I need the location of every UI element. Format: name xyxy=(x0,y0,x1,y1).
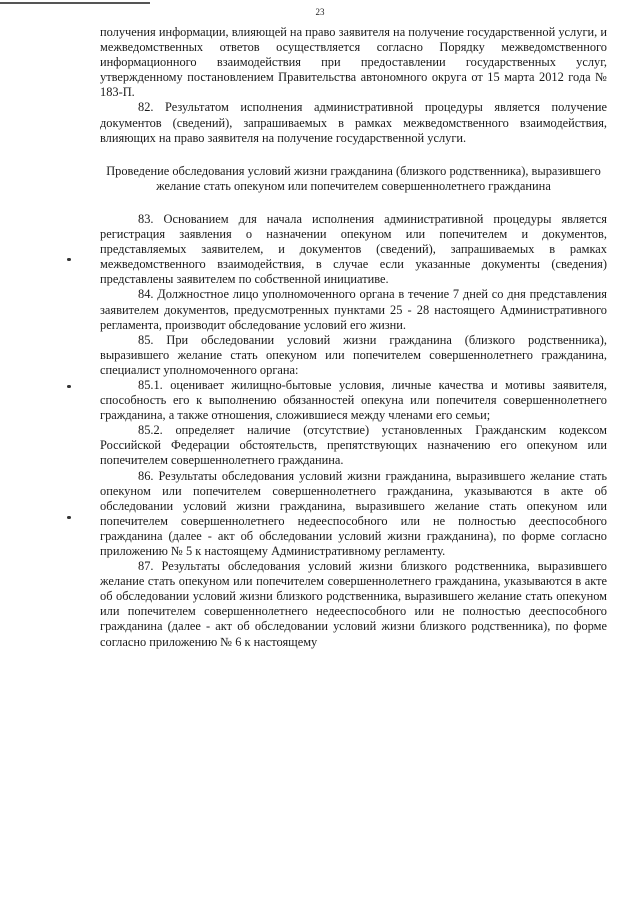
page-number: 23 xyxy=(315,7,325,17)
paragraph-82: 82. Результатом исполнения административной процедуры является получение документов (сведений), запрашиваемых в рамках межведомственного взаимодействия, влияющих на право заявителя на получение государственной услуги. xyxy=(100,100,607,145)
paragraph-84: 84. Должностное лицо уполномоченного органа в течение 7 дней со дня представления заявителем документов, предусмотренных пунктами 25 - 28 настоящего Административного регламента, производит обследование условий его жизни. xyxy=(100,287,607,332)
section-heading: Проведение обследования условий жизни гражданина (близкого родственника), выразившего желание стать опекуном или попечителем совершеннолетнего гражданина xyxy=(106,163,601,193)
paragraph-85-1: 85.1. оценивает жилищно-бытовые условия, личные качества и мотивы заявителя, способность его к выполнению обязанностей опекуна или попечителя совершеннолетнего гражданина, а также отношения, сложившиеся между членами его семьи; xyxy=(100,377,607,423)
paragraph-85: 85. При обследовании условий жизни гражданина (близкого родственника), выразившего желание стать опекуном или попечителем совершеннолетнего гражданина, специалист уполномоченного органа: xyxy=(100,332,607,377)
paragraph-83: 83. Основанием для начала исполнения административной процедуры является регистрация заявления о назначении опекуном или попечителем и документов, представляемых заявителем, и документов (сведений), запрашиваемых в рамках межведомственного взаимодействия, в случае если указанные документы (сведения) представлены заявителем по собственной инициативе. xyxy=(100,211,607,287)
margin-dot xyxy=(67,516,71,519)
scan-artifact-line xyxy=(0,2,150,4)
margin-dot xyxy=(67,385,71,388)
paragraph-87: 87. Результаты обследования условий жизни близкого родственника, выразившего желание стать опекуном или попечителем совершеннолетнего гражданина, указываются в акте об обследовании условий жизни близкого родственника, выразившего желание стать опекуном или попечителем совершеннолетнего недееспособного или не полностью дееспособного гражданина (далее - акт об обследовании условий жизни близкого родственника), по форме согласно приложению № 6 к настоящему xyxy=(100,559,607,649)
document-body xyxy=(100,25,607,650)
margin-dot xyxy=(67,258,71,261)
paragraph-continuation: получения информации, влияющей на право заявителя на получение государственной услуги, и межведомственных ответов осуществляется согласно Порядку межведомственного информационного взаимодействия при предоставлении государственных услуг, утвержденному постановлением Правительства автономного округа от 15 марта 2012 года № 183-П. xyxy=(100,25,607,100)
paragraph-85-2: 85.2. определяет наличие (отсутствие) установленных Гражданским кодексом Российской Федерации обстоятельств, препятствующих назначению его опекуном или попечителем совершеннолетнего гражданина. xyxy=(100,423,607,468)
paragraph-86: 86. Результаты обследования условий жизни гражданина, выразившего желание стать опекуном или попечителем совершеннолетнего гражданина, указываются в акте об обследовании условий жизни гражданина, выразившего желание стать опекуном или попечителем совершеннолетнего недееспособного или не полностью дееспособного гражданина (далее - акт об обследовании условий жизни гражданина), по форме согласно приложению № 5 к настоящему Административному регламенту. xyxy=(100,468,607,558)
